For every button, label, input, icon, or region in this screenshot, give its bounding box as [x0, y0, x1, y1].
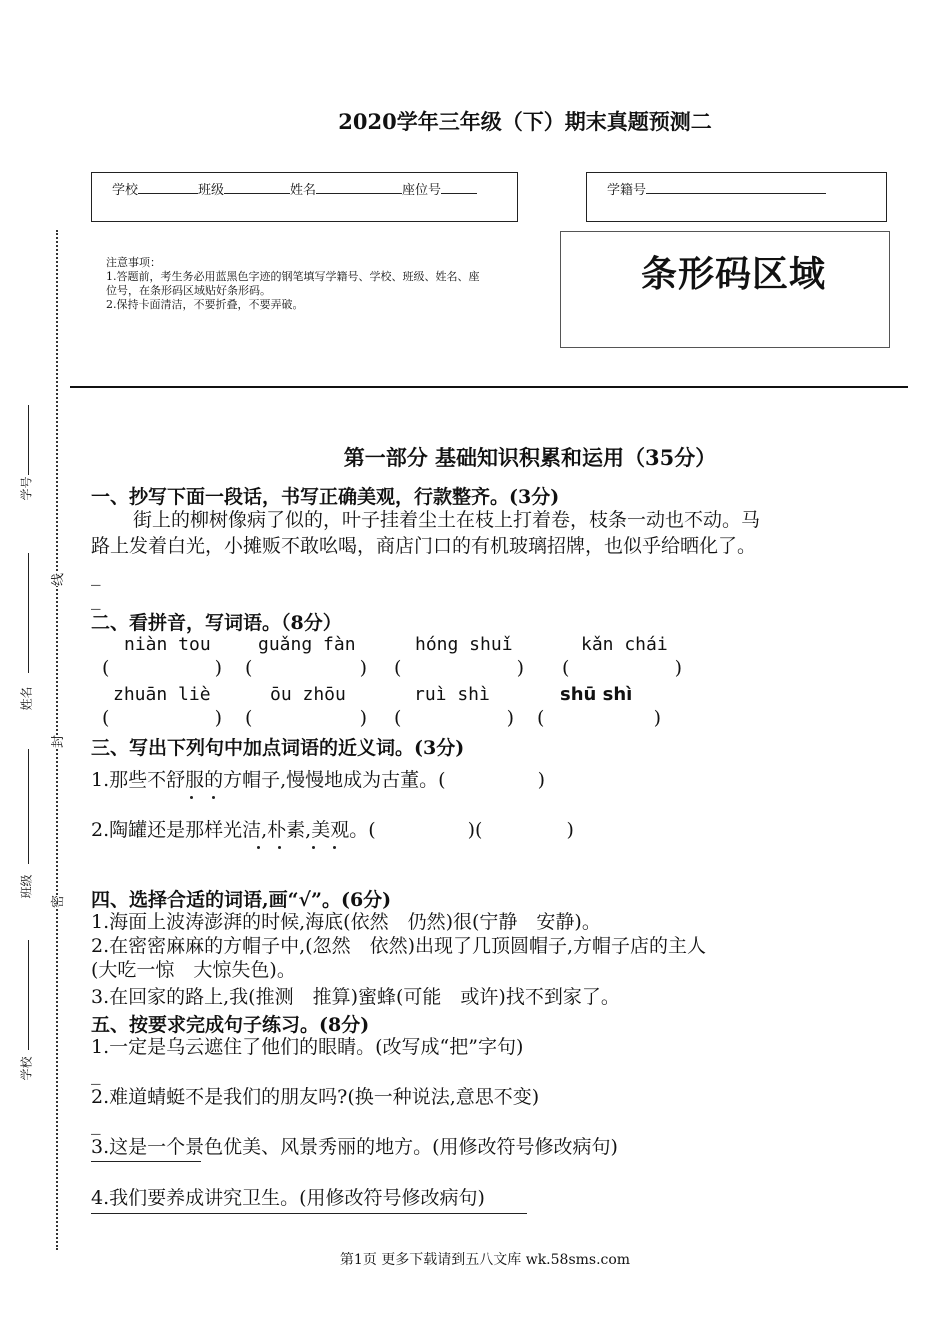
name-label: 姓名 [290, 183, 317, 198]
q4-title: 四、选择合适的词语,画“√”。(6分) [91, 889, 392, 911]
school-line [28, 940, 29, 1050]
q3-sentence-2: 2.陶罐还是那样光洁,朴素,美观。( )( ) [91, 819, 574, 841]
answer-paren-7[interactable]: ( ) [394, 707, 514, 729]
notice-line-2: 位号，在条形码区域贴好条形码。 [106, 284, 271, 297]
q1-answer-mark-1[interactable]: _ [91, 564, 101, 586]
seat-label: 座位号 [402, 183, 442, 198]
emphasis-dot [278, 846, 281, 849]
notice-line-3: 2.保持卡面清洁，不要折叠，不要弄破。 [106, 298, 304, 311]
answer-paren-8[interactable]: ( ) [537, 707, 661, 729]
pinyin-2: guǎng fàn [258, 634, 356, 655]
pinyin-8: shū shì [560, 684, 633, 705]
q5-title: 五、按要求完成句子练习。(8分) [91, 1014, 370, 1036]
class-field[interactable] [224, 181, 290, 194]
sidebar-student-no: 学号 [19, 476, 34, 501]
part1-title: 第一部分 基础知识积累和运用（35分） [343, 445, 717, 470]
q3-sentence-1: 1.那些不舒服的方帽子,慢慢地成为古董。( ) [91, 769, 546, 791]
q1-line-2: 路上发着白光，小摊贩不敢吆喝，商店门口的有机玻璃招牌，也似乎给晒化了。 [91, 535, 757, 557]
page-footer: 第1页 更多下载请到五八文库 wk.58sms.com [339, 1252, 631, 1268]
sidebar-mi: 密 [47, 895, 66, 908]
q5-underline-4[interactable] [91, 1213, 527, 1214]
pinyin-6: ōu zhōu [270, 684, 346, 705]
q5-answer-mark-1[interactable]: _ [91, 1063, 101, 1085]
q4-line-4: 3.在回家的路上,我(推测 推算)蜜蜂(可能 或许)找不到家了。 [91, 986, 620, 1008]
pinyin-5: zhuān liè [113, 684, 211, 705]
answer-paren-1[interactable]: ( ) [102, 657, 222, 679]
answer-paren-2[interactable]: ( ) [245, 657, 367, 679]
answer-paren-5[interactable]: ( ) [102, 707, 222, 729]
student-id-box [586, 172, 887, 222]
q5-underline-3[interactable] [91, 1161, 201, 1162]
answer-paren-4[interactable]: ( ) [562, 657, 682, 679]
class-label: 班级 [198, 183, 225, 198]
q5-line-3: 3.这是一个景色优美、风景秀丽的地方。(用修改符号修改病句) [91, 1136, 618, 1158]
student-id-label: 学籍号 [607, 183, 647, 198]
class-line [28, 749, 29, 864]
sidebar-school: 学校 [19, 1056, 34, 1081]
sidebar-feng: 封 [47, 735, 66, 748]
student-id-field[interactable] [646, 181, 826, 194]
school-field[interactable] [138, 181, 198, 194]
student-info-box [91, 172, 518, 222]
header-divider [70, 386, 908, 388]
sidebar-xian: 线 [47, 573, 66, 586]
q2-title: 二、看拼音，写词语。（8分） [91, 612, 342, 634]
q5-line-1: 1.一定是乌云遮住了他们的眼睛。(改写成“把”字句) [91, 1036, 524, 1058]
q4-line-1: 1.海面上波涛澎湃的时候,海底(依然 仍然)很(宁静 安静)。 [91, 911, 601, 933]
notice-line-1: 1.答题前，考生务必用蓝黑色字迹的钢笔填写学籍号、学校、班级、姓名、座 [106, 270, 480, 283]
emphasis-dot [190, 796, 193, 799]
sidebar-class: 班级 [19, 874, 34, 899]
pinyin-1: niàn tou [124, 634, 211, 655]
pinyin-3: hóng shuǐ [415, 634, 513, 655]
notice [106, 256, 536, 312]
q5-line-4: 4.我们要养成讲究卫生。(用修改符号修改病句) [91, 1187, 485, 1209]
q3-title: 三、写出下列句中加点词语的近义词。(3分) [91, 737, 465, 759]
pinyin-7: ruì shì [414, 684, 490, 705]
answer-paren-3[interactable]: ( ) [394, 657, 524, 679]
exam-title: 2020学年三年级（下）期末真题预测二 [338, 109, 712, 134]
emphasis-dot [212, 796, 215, 799]
barcode-area[interactable] [560, 231, 890, 348]
q1-title: 一、抄写下面一段话，书写正确美观，行款整齐。(3分) [91, 486, 560, 508]
q4-line-2: 2.在密密麻麻的方帽子中,(忽然 依然)出现了几顶圆帽子,方帽子店的主人 [91, 935, 707, 957]
q5-line-2: 2.难道蜻蜓不是我们的朋友吗?(换一种说法,意思不变) [91, 1086, 540, 1108]
sidebar-name: 姓名 [19, 686, 34, 711]
answer-paren-6[interactable]: ( ) [245, 707, 367, 729]
name-line [28, 553, 29, 673]
seat-field[interactable] [441, 181, 477, 194]
emphasis-dot [257, 846, 260, 849]
q4-line-3: (大吃一惊 大惊失色)。 [91, 959, 296, 981]
q5-answer-mark-2[interactable]: _ [91, 1113, 101, 1135]
school-label: 学校 [112, 183, 139, 198]
emphasis-dot [312, 846, 315, 849]
barcode-label: 条形码区域 [641, 253, 827, 295]
notice-heading: 注意事项： [106, 256, 161, 269]
emphasis-dot [333, 846, 336, 849]
q1-line-1: 街上的柳树像病了似的，叶子挂着尘土在枝上打着卷，枝条一动也不动。马 [133, 509, 761, 531]
q1-answer-mark-2[interactable]: _ [91, 588, 101, 610]
pinyin-4: kǎn chái [581, 634, 668, 655]
name-field[interactable] [316, 181, 402, 194]
